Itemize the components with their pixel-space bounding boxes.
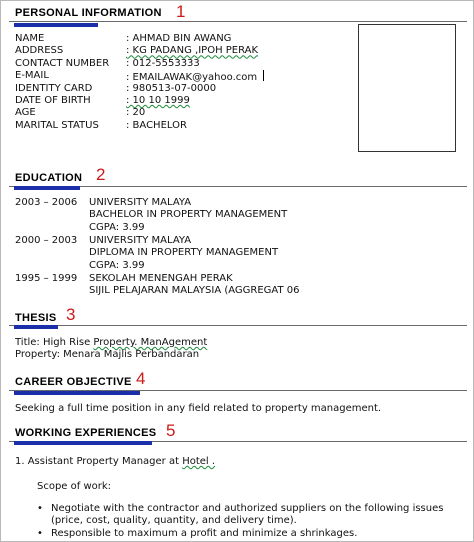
email-text: : EMAILAWAK@yahoo.com: [126, 72, 258, 84]
field-label-email: E-MAIL: [15, 70, 49, 82]
edu-detail: DIPLOMA IN PROPERTY MANAGEMENT: [89, 247, 279, 259]
bullet-icon: •: [37, 528, 43, 539]
work-item-1: [15, 456, 215, 468]
field-value-ic: : 980513-07-0000: [126, 82, 217, 94]
scope-bullet-text: Negotiate with the contractor and authorized suppliers on the following issues: [51, 503, 444, 514]
section-title-career: CAREER OBJECTIVE: [15, 376, 132, 388]
section-title-education: EDUCATION: [15, 172, 83, 184]
thesis-title-line: [15, 337, 207, 349]
field-label-name: NAME: [15, 33, 45, 44]
edu-years: 1995 – 1999: [15, 273, 78, 284]
scope-bullet-text: Responsible to maximum a profit and minimize a shrinkages.: [51, 528, 358, 539]
edu-result: CGPA: 3.99: [89, 221, 145, 233]
field-value-address: : KG PADANG ,IPOH PERAK: [126, 45, 259, 57]
section-underline: [14, 325, 58, 329]
field-label-contact: CONTACT NUMBER: [15, 57, 110, 69]
thesis-property-line: Property: Menara Majlis Perbandaran: [15, 349, 200, 361]
work-item-link: Hotel .: [182, 456, 216, 467]
bullet-icon: •: [37, 503, 43, 514]
photo-placeholder: [358, 24, 456, 152]
section-rule: [9, 325, 467, 326]
field-label-marital: MARITAL STATUS: [15, 119, 99, 131]
work-item-prefix: 1. Assistant Property Manager at: [15, 456, 183, 467]
edu-detail: BACHELOR IN PROPERTY MANAGEMENT: [89, 209, 288, 221]
edu-years: 2000 – 2003: [15, 235, 78, 246]
section-number-career: 4: [136, 369, 146, 388]
text-cursor: [263, 70, 264, 81]
section-title-thesis: THESIS: [15, 312, 57, 324]
field-label-address: ADDRESS: [15, 45, 64, 57]
section-number-personal: 1: [176, 2, 186, 21]
thesis-title-link: Property. ManAgement: [93, 337, 208, 348]
section-number-education: 2: [96, 165, 106, 184]
career-objective-text: Seeking a full time position in any field related to property management.: [15, 403, 382, 414]
field-label-ic: IDENTITY CARD: [15, 82, 93, 94]
thesis-title-prefix: Title: High Rise: [15, 337, 94, 348]
edu-school: UNIVERSITY MALAYA: [89, 197, 192, 208]
field-value-dob: : 10 10 1999: [126, 95, 190, 106]
edu-school: SEKOLAH MENENGAH PERAK: [89, 273, 233, 284]
section-rule: [9, 21, 467, 22]
scope-label: Scope of work:: [37, 481, 112, 492]
field-value-contact: : 012-5553333: [126, 57, 200, 69]
field-value-name: : AHMAD BIN AWANG: [126, 33, 232, 44]
section-underline: [14, 391, 140, 395]
field-label-age: AGE: [15, 107, 36, 119]
field-value-marital: : BACHELOR: [126, 119, 187, 131]
section-underline: [14, 441, 152, 445]
field-value-age: : 20: [126, 107, 146, 119]
edu-school: UNIVERSITY MALAYA: [89, 235, 192, 246]
section-number-thesis: 3: [66, 305, 76, 324]
section-title-work: WORKING EXPERIENCES: [15, 427, 157, 439]
section-underline: [14, 186, 80, 190]
section-title-personal: PERSONAL INFORMATION: [15, 7, 162, 19]
field-label-dob: DATE OF BIRTH: [15, 95, 91, 106]
section-number-work: 5: [166, 421, 176, 440]
section-underline: [14, 23, 98, 27]
edu-result: CGPA: 3.99: [89, 259, 145, 271]
edu-years: 2003 – 2006: [15, 197, 78, 208]
scope-bullet-text-cont: (price, cost, quality, quantity, and delivery time).: [51, 515, 297, 527]
edu-detail: SIJIL PELAJARAN MALAYSIA (AGGREGAT 06: [89, 285, 300, 297]
